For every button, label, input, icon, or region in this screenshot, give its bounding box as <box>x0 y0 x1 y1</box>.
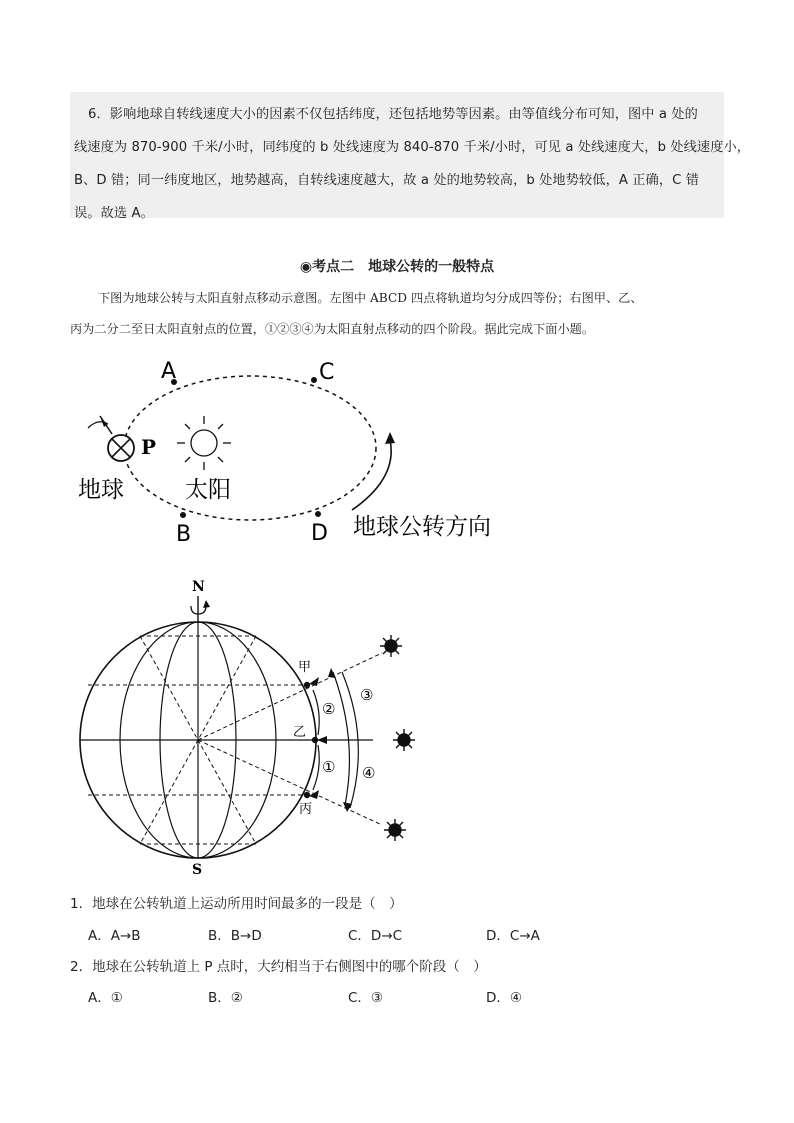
intro-line-1: 下图为地球公转与太阳直射点移动示意图。左图中 ABCD 四点将轨道均匀分成四等份；右图甲、乙、 <box>98 291 643 305</box>
section-title: ◉考点二 地球公转的一般特点 <box>299 259 495 275</box>
revolution-direction-arrow <box>352 432 395 510</box>
stage-2-label: ② <box>322 700 336 718</box>
label-jia: 甲 <box>298 660 312 675</box>
label-c: C <box>319 360 335 385</box>
answer-line: 误。故选 A。 <box>74 206 154 221</box>
q2-option-a[interactable]: A．① <box>88 990 123 1006</box>
answer-line: 6．影响地球自转线速度大小的因素不仅包括纬度，还包括地势等因素。由等值线分布可知，图中 a 处的 <box>88 107 698 122</box>
answer-explanation-box <box>70 92 751 221</box>
orbit-diagram <box>0 350 520 550</box>
stage-4-label: ④ <box>362 764 376 782</box>
arc-arrow-3 <box>328 668 336 678</box>
answer-line: 线速度为 870-900 千米/小时，同纬度的 b 处线速度为 840-870 千米/小时，可见 a 处线速度大，b 处线速度小， <box>74 140 751 155</box>
ray-arrow-yi <box>317 736 327 744</box>
direction-label: 地球公转方向 <box>353 514 491 540</box>
label-d: D <box>311 521 328 546</box>
sun-icon-middle <box>393 729 415 751</box>
ray-arrow-jia <box>309 677 319 686</box>
label-bing: 丙 <box>299 802 313 817</box>
label-a: A <box>161 359 177 384</box>
north-label: N <box>192 579 205 595</box>
q2-option-c[interactable]: C．③ <box>348 990 384 1006</box>
stage-1-label: ① <box>322 758 336 776</box>
label-b: B <box>176 522 192 547</box>
sun-icon-top <box>380 635 402 657</box>
orbit-path <box>124 376 376 520</box>
question-1-stem: 1．地球在公转轨道上运动所用时间最多的一段是（ ） <box>70 896 403 912</box>
sun-icon <box>177 416 231 470</box>
orbit-point-d <box>315 511 321 517</box>
sun-icon-bottom <box>384 819 406 841</box>
globe-diagram <box>0 570 440 880</box>
ray-arrow-bing <box>309 790 319 799</box>
orbit-point-c <box>311 377 317 383</box>
question-2-stem: 2．地球在公转轨道上 P 点时，大约相当于右侧图中的哪个阶段（ ） <box>70 959 487 975</box>
orbit-point-b <box>180 512 186 518</box>
q1-option-d[interactable]: D．C→A <box>486 928 540 944</box>
stage-3-label: ③ <box>360 686 374 704</box>
q1-option-a[interactable]: A．A→B <box>88 928 141 944</box>
point-jia <box>304 682 310 688</box>
q1-option-b[interactable]: B．B→D <box>208 928 262 944</box>
answer-line: B、D 错；同一纬度地区，地势越高，自转线速度越大，故 a 处的地势较高，b 处地势较低，A 正确，C 错 <box>74 173 700 188</box>
point-bing <box>304 792 310 798</box>
q2-option-b[interactable]: B．② <box>208 990 243 1006</box>
earth-label: 地球 <box>78 477 124 503</box>
earth-icon <box>88 416 134 461</box>
q1-option-c[interactable]: C．D→C <box>348 928 403 944</box>
label-yi: 乙 <box>293 725 307 740</box>
q2-option-d[interactable]: D．④ <box>486 990 522 1006</box>
sun-label: 太阳 <box>185 477 231 503</box>
label-p: P <box>141 435 157 459</box>
south-label: S <box>192 862 203 878</box>
rotation-arrow-icon <box>191 596 210 622</box>
intro-line-2: 丙为二分二至日太阳直射点的位置，①②③④为太阳直射点移动的四个阶段。据此完成下面小题。 <box>70 322 595 336</box>
